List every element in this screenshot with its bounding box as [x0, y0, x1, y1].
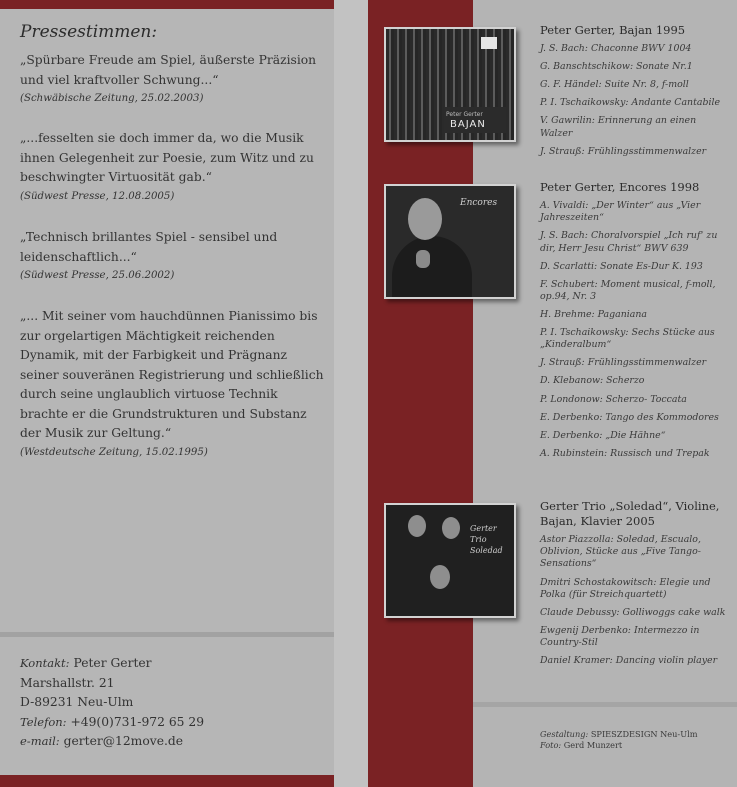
cd-cover-encores [384, 184, 516, 299]
track-item: Astor Piazzolla: Soledad, Escualo, Oblivion, Stücke aus „Five Tango-Sensations“ [540, 534, 701, 570]
track-item: P. I. Tschaikowsky: Andante Cantabile [540, 97, 720, 109]
track-list [540, 200, 730, 460]
track-item: F. Schubert: Moment musical, f-moll, op.94, Nr. 3 [540, 278, 716, 302]
track-item: Ewgenij Derbenko: Intermezzo in Country-Stil [540, 624, 700, 649]
quote-source: (Schwäbische Zeitung, 25.02.2003) [20, 93, 204, 104]
track-item: Claude Debussy: Golliwoggs cake walk [540, 606, 726, 618]
track-item: P. Londonow: Scherzo- Toccata [540, 393, 687, 405]
track-item: E. Derbenko: Tango des Kommodores [540, 411, 719, 423]
contact-label: Kontakt: [20, 656, 70, 670]
contact-block [20, 654, 204, 752]
cover-photo-body [392, 236, 472, 299]
divider-left [0, 632, 334, 637]
track-item: H. Brehme: Paganiana [540, 308, 647, 320]
track-item: A. Rubinstein: Russisch und Trepak [540, 447, 710, 459]
album-soledad [540, 499, 730, 673]
phone-number[interactable]: +49(0)731-972 65 29 [70, 714, 205, 729]
track-item: E. Derbenko: „Die Hähne“ [540, 429, 666, 441]
cd-cover-soledad [384, 503, 516, 618]
cd-cover-bajan [384, 27, 516, 142]
cover-person [408, 515, 426, 537]
quote-source: (Westdeutsche Zeitung, 15.02.1995) [20, 446, 208, 458]
track-item: J. S. Bach: Chaconne BWV 1004 [540, 43, 692, 54]
track-item: P. I. Tschaikowsky: Sechs Stücke aus „Kinderalbum“ [540, 327, 715, 351]
quote-text: „Technisch brillantes Spiel - sensibel und leidenschaftlich...“ [20, 230, 278, 264]
track-item: Dmitri Schostakowitsch: Elegie und Polka (für Streichquartett) [540, 576, 711, 600]
album-title: Gerter Trio „Soledad“, Violine, Bajan, Klavier 2005 [540, 499, 720, 528]
design-credit: SPIESZDESIGN Neu-Ulm [590, 729, 698, 739]
quote-text: „... Mit seiner vom hauchdünnen Pianissimo bis zur orgelartigen Mächtigkeit reichenden Dynamik, mit der Farbigkeit und Prägnanz seiner souveränen Registrierung und schließlich durch seine unglaublich virtuose Technik brachte er die Grundstrukturen und Substanz der Musik zur Geltung.“ [20, 309, 324, 440]
album-encores [540, 180, 730, 466]
bottom-accent-bar [0, 775, 334, 787]
credits-block [540, 729, 697, 751]
track-list [540, 43, 730, 158]
quote-1 [20, 51, 326, 106]
track-item: J. Strauß: Frühlingsstimmenwalzer [540, 357, 707, 369]
track-item: G. F. Händel: Suite Nr. 8, f-moll [540, 79, 689, 91]
photo-label: Foto: [540, 740, 562, 750]
cover-artist: Peter Gerter [446, 111, 483, 118]
quote-2 [20, 129, 326, 204]
track-item: J. Strauß: Frühlingsstimmenwalzer [540, 145, 707, 157]
cover-title: Gerter Trio Soledad [470, 524, 503, 555]
quote-text: „Spürbare Freude am Spiel, äußerste Präzision und viel kraftvoller Schwung...“ [20, 53, 317, 87]
track-item: Daniel Kramer: Dancing violin player [540, 655, 718, 667]
track-item: D. Klebanow: Scherzo [540, 375, 645, 387]
cover-logo-icon [481, 37, 497, 49]
email-label: e-mail: [20, 734, 60, 749]
quote-source: (Südwest Presse, 12.08.2005) [20, 190, 175, 202]
contact-street: Marshallstr. 21 [20, 675, 115, 690]
album-title: Peter Gerter, Bajan 1995 [540, 23, 686, 37]
quote-source: (Südwest Presse, 25.06.2002) [20, 270, 175, 281]
quote-text: „...fesselten sie doch immer da, wo die Musik ihnen Gelegenheit zur Poesie, zum Witz und zu beschwingter Virtuosität gab.“ [20, 131, 314, 184]
cover-person [430, 565, 450, 589]
top-accent-bar [0, 0, 334, 9]
track-item: G. Banschtschikow: Sonate Nr.1 [540, 61, 693, 73]
cover-photo-face [408, 198, 442, 240]
track-item: V. Gawrilin: Erinnerung an einen Walzer [540, 115, 697, 139]
press-title: Pressestimmen: [20, 22, 158, 42]
cover-title: BAJAN [450, 119, 486, 130]
track-item: J. S. Bach: Choralvorspiel „Ich ruf‘ zu dir, Herr Jesu Christ“ BWV 639 [540, 230, 718, 254]
album-title: Peter Gerter, Encores 1998 [540, 180, 700, 194]
fold-gap [334, 0, 368, 787]
cover-title: Encores [460, 198, 498, 208]
album-bajan [540, 23, 730, 164]
track-item: D. Scarlatti: Sonate Es-Dur K. 193 [540, 260, 703, 272]
contact-name: Peter Gerter [73, 656, 152, 670]
quote-4 [20, 307, 326, 460]
email-address[interactable]: gerter@12move.de [63, 734, 184, 749]
track-item: A. Vivaldi: „Der Winter“ aus „Vier Jahreszeiten“ [540, 200, 701, 224]
track-list [540, 534, 730, 667]
design-label: Gestaltung: [540, 729, 589, 739]
photo-credit: Gerd Munzert [563, 740, 623, 750]
phone-label: Telefon: [20, 714, 67, 729]
cover-photo-hand [416, 250, 430, 268]
contact-city: D-89231 Neu-Ulm [20, 695, 134, 710]
quote-3 [20, 228, 326, 283]
divider-right [473, 702, 737, 707]
cover-person [442, 517, 460, 539]
